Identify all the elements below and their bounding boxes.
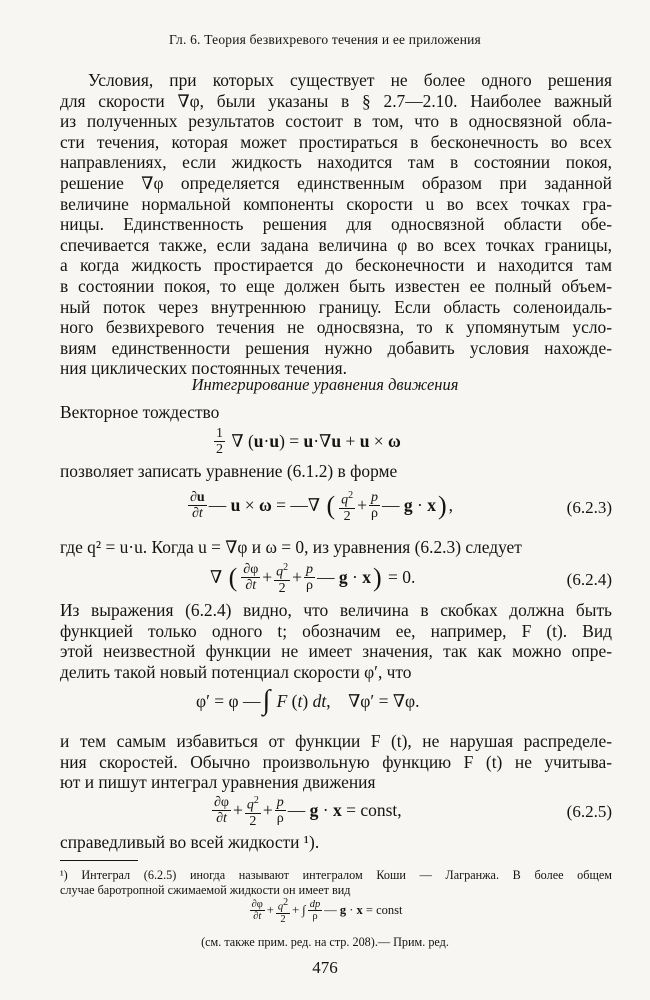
text-line: величине нормальной компоненты скорости u во всех точках гра- xyxy=(60,193,612,214)
section-subheading: Интегрирование уравнения движения xyxy=(191,375,459,394)
text-where: где q² = u·u. Когда u = ∇φ и ω = 0, из уравнения (6.2.3) следует xyxy=(60,537,522,557)
footnote-editor-note: (см. также прим. ред. на стр. 208).— Прим. ред. xyxy=(201,935,449,949)
text-line: а когда жидкость простирается до бесконечности и находится там xyxy=(60,255,612,276)
paragraph-uniqueness xyxy=(60,70,612,379)
text-allows: позволяет записать уравнение (6.1.2) в форме xyxy=(60,461,398,481)
text-line: виям единственности решения нужно добавить условия нахожде- xyxy=(60,337,612,358)
text-line: и тем самым избавиться от функции F (t), не нарушая распределе- xyxy=(60,731,612,751)
text-line: спечивается также, если задана величина φ во всех точках границы, xyxy=(60,234,612,255)
text-line: ют и пишут интеграл уравнения движения xyxy=(60,772,376,793)
text-line: сти течения, которая может простираться в бесконечность во всех xyxy=(60,131,612,152)
text-line: функцией только одного t; обозначим ее, например, F (t). Вид xyxy=(60,620,612,641)
equation-new-potential: φ′ = φ — ∫ F (t) dt, ∇φ′ = ∇φ. xyxy=(196,685,420,716)
text-line: ницы. Единственность решения для односвязной области обе- xyxy=(60,214,612,235)
text-valid: справедливый во всей жидкости ¹). xyxy=(60,832,320,852)
text-line: направлениях, если жидкость находится там в состоянии покоя, xyxy=(60,152,612,173)
running-header: Гл. 6. Теория безвихревого течения и ее приложения xyxy=(169,32,481,47)
text-line: ния скоростей. Обычно произвольную функцию F (t) не учитыва- xyxy=(60,751,612,772)
footnote xyxy=(60,868,612,897)
text-line: решение ∇φ определяется единственным образом при заданной xyxy=(60,172,612,193)
footnote-equation: $\frac{\partial\varphi}{\partial t}$ + $\frac{q^2}{2}$ + ∫ $\frac{dp}{\rho}$ — g · x = const xyxy=(251,897,403,925)
text-line: делить такой новый потенциал скорости φ′, что xyxy=(60,661,412,682)
text-line: в состоянии покоя, то еще должен быть известен ее полный объем- xyxy=(60,275,612,296)
footnote-line: случае баротропной сжимаемой жидкости он имеет вид xyxy=(60,882,351,897)
page-number: 476 xyxy=(312,958,338,977)
footnote-line: ¹) Интеграл (6.2.5) иногда называют интегралом Коши — Лагранжа. В более общем xyxy=(60,868,612,882)
text-line: для скорости ∇φ, были указаны в § 2.7—2.10. Наиболее важный xyxy=(60,90,612,111)
paragraph-arbitrary-function xyxy=(60,600,612,682)
paragraph-eliminate xyxy=(60,731,612,793)
text-line: ный поток через внутреннюю границу. Если область соленоидаль- xyxy=(60,296,612,317)
equation-number-6-2-5: (6.2.5) xyxy=(566,802,612,821)
text-line: из полученных результатов состоит в том, что в односвязной обла- xyxy=(60,111,612,132)
text-line: ния циклических постоянных течения. xyxy=(60,358,347,379)
text-line: этой неизвестной функции не имеет значения, так как можно опре- xyxy=(60,641,612,662)
equation-number-6-2-4: (6.2.4) xyxy=(566,570,612,589)
text-vector-identity: Векторное тождество xyxy=(60,402,220,422)
text-line: Условия, при которых существует не более одного решения xyxy=(88,70,612,90)
footnote-rule xyxy=(60,860,138,861)
equation-vector-identity: $\frac{1}{2}$ ∇ (u·u) = u·∇u + u × ω xyxy=(216,426,401,457)
equation-6-2-3: $\frac{\partial u}{\partial t}$ — u × ω = —∇ ( $\frac{q^2}{2}$ + $\frac{p}{\rho}$ — g · x ) , xyxy=(190,490,454,524)
equation-6-2-5: $\frac{\partial\varphi}{\partial t}$ + $\frac{q^2}{2}$ + $\frac{p}{\rho}$ — g · x = const, xyxy=(214,795,402,829)
equation-number-6-2-3: (6.2.3) xyxy=(566,498,612,517)
text-line: Из выражения (6.2.4) видно, что величина в скобках должна быть xyxy=(60,600,612,620)
text-line: ного безвихревого течения не односвязна, то к упомянутым усло- xyxy=(60,317,612,338)
equation-6-2-4: ∇ ( $\frac{\partial\varphi}{\partial t}$ + $\frac{q^2}{2}$ + $\frac{p}{\rho}$ — g · x ) = 0. xyxy=(210,562,416,596)
